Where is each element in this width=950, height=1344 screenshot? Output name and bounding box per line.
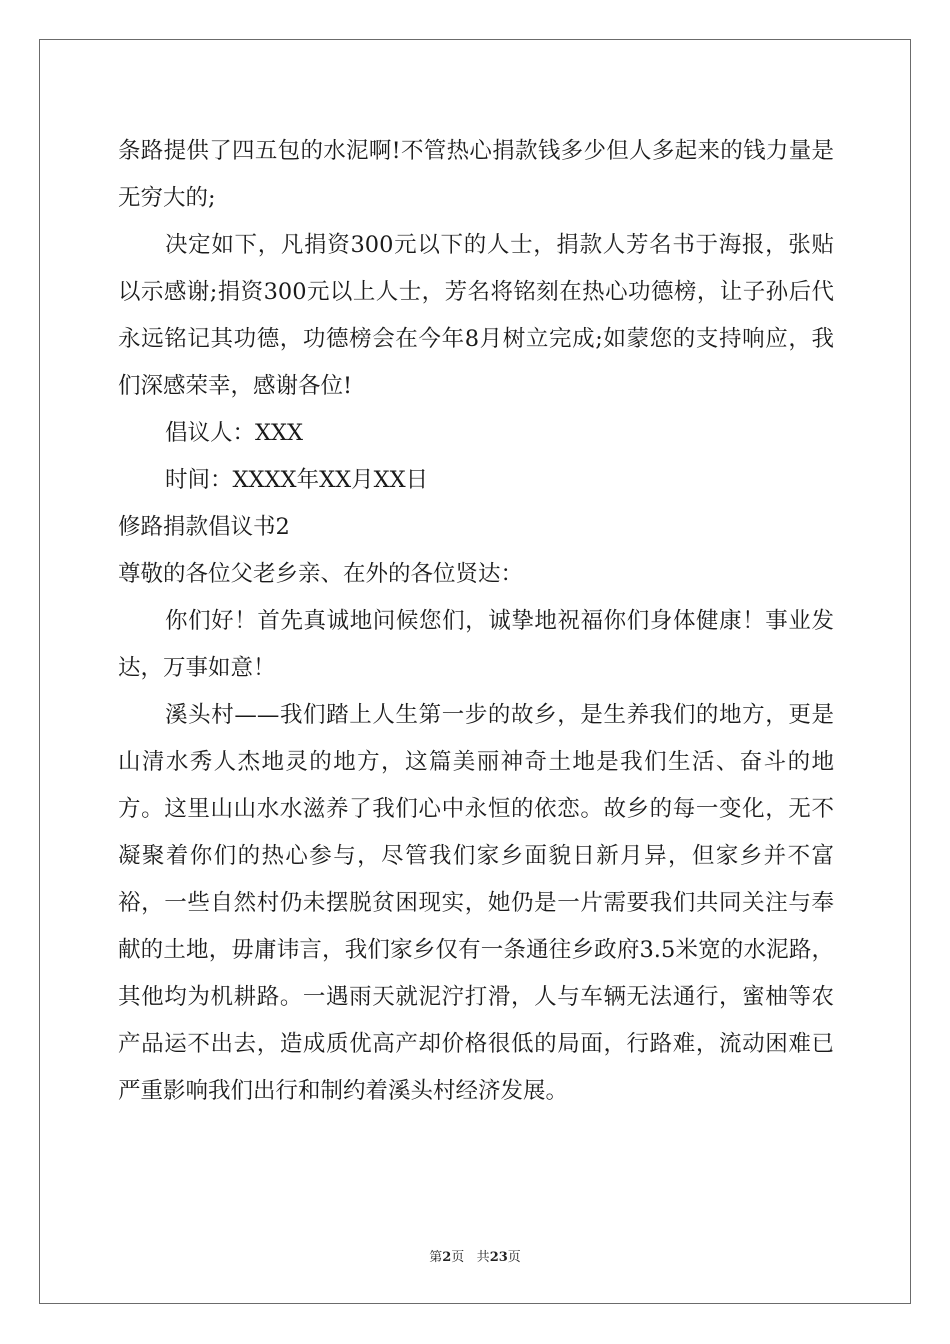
page-suffix: 页 <box>451 1250 465 1265</box>
total-suffix: 页 <box>507 1250 521 1265</box>
total-prefix: 共 <box>476 1250 490 1265</box>
section-title: 修路捐款倡议书2 <box>118 514 290 540</box>
document-body <box>118 128 834 1115</box>
total-pages: 23 <box>489 1250 508 1265</box>
paragraph: 决定如下，凡捐资300元以下的人士，捐款人芳名书于海报，张贴以示感谢;捐资300元以上人士，芳名将铭刻在热心功德榜，让子孙后代永远铭记其功德，功德榜会在今年8月树立完成;如蒙您的支持响应，我们深感荣幸，感谢各位! <box>118 232 834 399</box>
page-prefix: 第 <box>429 1250 443 1265</box>
paragraph: 溪头村——我们踏上人生第一步的故乡，是生养我们的地方，更是山清水秀人杰地灵的地方，这篇美丽神奇土地是我们生活、奋斗的地方。这里山山水水滋养了我们心中永恒的依恋。故乡的每一变化，无不凝聚着你们的热心参与，尽管我们家乡面貌日新月异，但家乡并不富裕，一些自然村仍未摆脱贫困现实，她仍是一片需要我们共同关注与奉献的土地，毋庸讳言，我们家乡仅有一条通往乡政府3.5米宽的水泥路，其他均为机耕路。一遇雨天就泥泞打滑，人与车辆无法通行，蜜柚等农产品运不出去，造成质优高产却价格很低的局面，行路难，流动困难已严重影响我们出行和制约着溪头村经济发展。 <box>118 702 834 1104</box>
paragraph: 条路提供了四五包的水泥啊!不管热心捐款钱多少但人多起来的钱力量是无穷大的; <box>118 138 834 211</box>
date-line: 时间：XXXX年XX月XX日 <box>165 467 429 493</box>
salutation: 尊敬的各位父老乡亲、在外的各位贤达： <box>118 561 524 587</box>
page-footer <box>0 1246 950 1265</box>
paragraph: 你们好！首先真诚地问候您们，诚挚地祝福你们身体健康！事业发达，万事如意！ <box>118 608 834 681</box>
signature-line: 倡议人：XXX <box>165 420 304 446</box>
page-number: 2 <box>442 1250 452 1265</box>
